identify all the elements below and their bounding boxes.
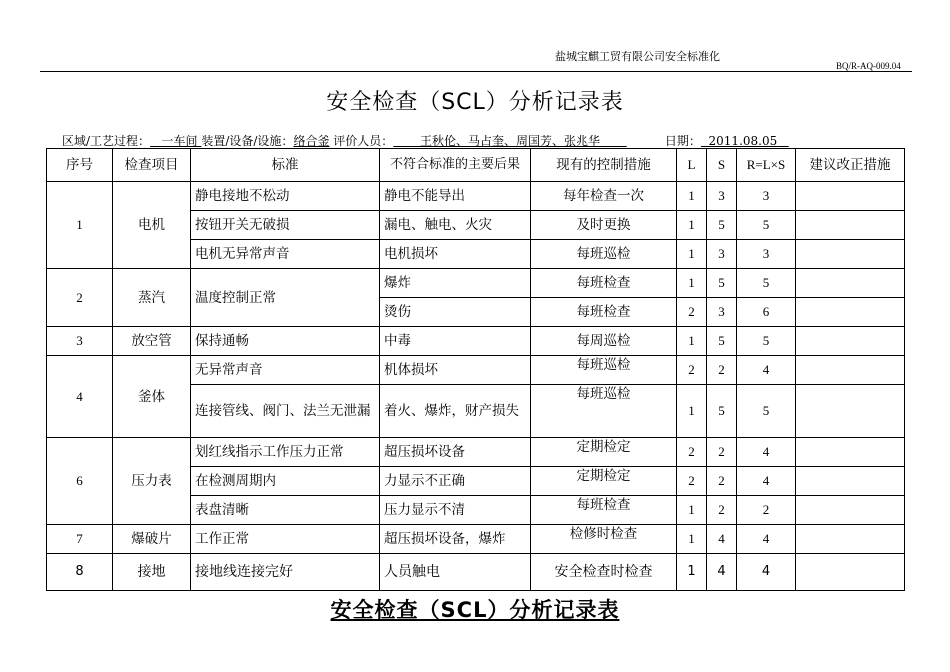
row-consequence: 烫伤 <box>380 298 531 327</box>
table-row <box>47 525 905 554</box>
row-suggestion <box>796 211 905 240</box>
row-no: 8 <box>47 554 113 591</box>
area-label: 区域/工艺过程： <box>62 134 151 148</box>
row-item: 釜体 <box>113 356 191 438</box>
row-l: 2 <box>677 298 707 327</box>
row-consequence: 超压损坏设备，爆炸 <box>380 525 531 554</box>
table-row <box>47 438 905 467</box>
row-suggestion <box>796 525 905 554</box>
row-item: 蒸汽 <box>113 269 191 327</box>
col-standard: 标准 <box>191 149 380 182</box>
row-s: 5 <box>707 385 737 438</box>
row-standard: 连接管线、阀门、法兰无泄漏 <box>191 385 380 438</box>
row-suggestion <box>796 496 905 525</box>
col-l: L <box>677 149 707 182</box>
row-no: 6 <box>47 438 113 525</box>
row-no: 2 <box>47 269 113 327</box>
company-header: 盐城宝麒工贸有限公司安全标准化 <box>555 50 720 63</box>
row-suggestion <box>796 554 905 591</box>
row-l: 1 <box>677 496 707 525</box>
row-s: 5 <box>707 327 737 356</box>
row-s: 2 <box>707 356 737 385</box>
row-consequence: 机体损坏 <box>380 356 531 385</box>
table-row <box>47 269 905 298</box>
row-r: 3 <box>737 182 796 211</box>
row-consequence: 着火、爆炸，财产损失 <box>380 385 531 438</box>
row-suggestion <box>796 327 905 356</box>
row-control: 每年检查一次 <box>531 182 677 211</box>
row-standard: 在检测周期内 <box>191 467 380 496</box>
row-r: 5 <box>737 385 796 438</box>
col-control: 现有的控制措施 <box>531 149 677 182</box>
row-l: 1 <box>677 269 707 298</box>
row-s: 3 <box>707 298 737 327</box>
row-standard: 温度控制正常 <box>191 269 380 327</box>
scl-table <box>46 148 905 591</box>
date-label: 日期： <box>664 134 701 148</box>
col-no: 序号 <box>47 149 113 182</box>
table-row <box>47 554 905 591</box>
row-control: 每班巡检 <box>531 356 677 385</box>
row-consequence: 超压损坏设备 <box>380 438 531 467</box>
row-standard: 接地线连接完好 <box>191 554 380 591</box>
row-r: 4 <box>737 356 796 385</box>
row-no: 4 <box>47 356 113 438</box>
table-row <box>47 182 905 211</box>
page-title: 安全检查（SCL）分析记录表 <box>326 90 624 115</box>
table-row <box>47 356 905 385</box>
row-item: 爆破片 <box>113 525 191 554</box>
row-l: 1 <box>677 211 707 240</box>
row-consequence: 中毒 <box>380 327 531 356</box>
row-l: 2 <box>677 356 707 385</box>
row-standard: 表盘清晰 <box>191 496 380 525</box>
row-control: 定期检定 <box>531 467 677 496</box>
footer-title: 安全检查（SCL）分析记录表 <box>330 598 620 622</box>
row-l: 1 <box>677 182 707 211</box>
row-r: 4 <box>737 554 796 591</box>
device-value: 络合釜 <box>293 134 330 148</box>
col-s: S <box>707 149 737 182</box>
row-item: 接地 <box>113 554 191 591</box>
row-suggestion <box>796 385 905 438</box>
row-standard: 工作正常 <box>191 525 380 554</box>
row-s: 4 <box>707 554 737 591</box>
row-suggestion <box>796 182 905 211</box>
row-standard: 保持通畅 <box>191 327 380 356</box>
row-s: 5 <box>707 269 737 298</box>
row-s: 2 <box>707 496 737 525</box>
row-l: 2 <box>677 438 707 467</box>
row-control: 每班检查 <box>531 269 677 298</box>
row-r: 4 <box>737 438 796 467</box>
row-r: 5 <box>737 327 796 356</box>
row-standard: 无异常声音 <box>191 356 380 385</box>
row-suggestion <box>796 438 905 467</box>
row-s: 3 <box>707 182 737 211</box>
row-r: 2 <box>737 496 796 525</box>
device-label: 装置/设备/设施： <box>201 134 294 148</box>
row-item: 电机 <box>113 182 191 269</box>
row-suggestion <box>796 356 905 385</box>
assessor-label: 评价人员： <box>333 134 394 148</box>
row-r: 3 <box>737 240 796 269</box>
row-control: 每班检查 <box>531 496 677 525</box>
row-no: 7 <box>47 525 113 554</box>
row-standard: 电机无异常声音 <box>191 240 380 269</box>
col-suggestion: 建议改正措施 <box>796 149 905 182</box>
row-control: 定期检定 <box>531 438 677 467</box>
row-s: 4 <box>707 525 737 554</box>
row-standard: 划红线指示工作压力正常 <box>191 438 380 467</box>
row-s: 3 <box>707 240 737 269</box>
row-consequence: 爆炸 <box>380 269 531 298</box>
row-control: 每班检查 <box>531 298 677 327</box>
document-code: BQ/R-AQ-009.04 <box>836 61 901 71</box>
row-r: 5 <box>737 211 796 240</box>
row-control: 安全检查时检查 <box>531 554 677 591</box>
row-consequence: 人员触电 <box>380 554 531 591</box>
row-consequence: 漏电、触电、火灾 <box>380 211 531 240</box>
header-rule <box>40 71 912 72</box>
row-suggestion <box>796 269 905 298</box>
row-consequence: 电机损坏 <box>380 240 531 269</box>
row-l: 1 <box>677 327 707 356</box>
row-l: 1 <box>677 385 707 438</box>
table-row <box>47 327 905 356</box>
row-l: 2 <box>677 467 707 496</box>
row-r: 4 <box>737 525 796 554</box>
row-item: 压力表 <box>113 438 191 525</box>
row-consequence: 力显示不正确 <box>380 467 531 496</box>
row-control: 检修时检查 <box>531 525 677 554</box>
row-control: 每班巡检 <box>531 385 677 438</box>
row-s: 5 <box>707 211 737 240</box>
row-l: 1 <box>677 554 707 591</box>
area-value: 一车间 <box>161 134 198 148</box>
row-r: 6 <box>737 298 796 327</box>
row-l: 1 <box>677 240 707 269</box>
assessor-value: 王秋伦、马占奎、周国芳、张兆华 <box>420 134 601 148</box>
row-control: 每班巡检 <box>531 240 677 269</box>
row-s: 2 <box>707 467 737 496</box>
row-l: 1 <box>677 525 707 554</box>
row-r: 4 <box>737 467 796 496</box>
header-row <box>47 149 905 182</box>
row-control: 及时更换 <box>531 211 677 240</box>
col-consequence: 不符合标准的主要后果 <box>380 149 531 182</box>
row-suggestion <box>796 467 905 496</box>
row-standard: 按钮开关无破损 <box>191 211 380 240</box>
row-consequence: 静电不能导出 <box>380 182 531 211</box>
col-item: 检查项目 <box>113 149 191 182</box>
row-control: 每周巡检 <box>531 327 677 356</box>
row-consequence: 压力显示不清 <box>380 496 531 525</box>
row-item: 放空管 <box>113 327 191 356</box>
date-value: 2011.08.05 <box>708 134 778 148</box>
row-standard: 静电接地不松动 <box>191 182 380 211</box>
row-no: 3 <box>47 327 113 356</box>
row-s: 2 <box>707 438 737 467</box>
row-no: 1 <box>47 182 113 269</box>
meta-line <box>62 132 789 149</box>
row-suggestion <box>796 298 905 327</box>
col-r: R=L×S <box>737 149 796 182</box>
row-r: 5 <box>737 269 796 298</box>
row-suggestion <box>796 240 905 269</box>
